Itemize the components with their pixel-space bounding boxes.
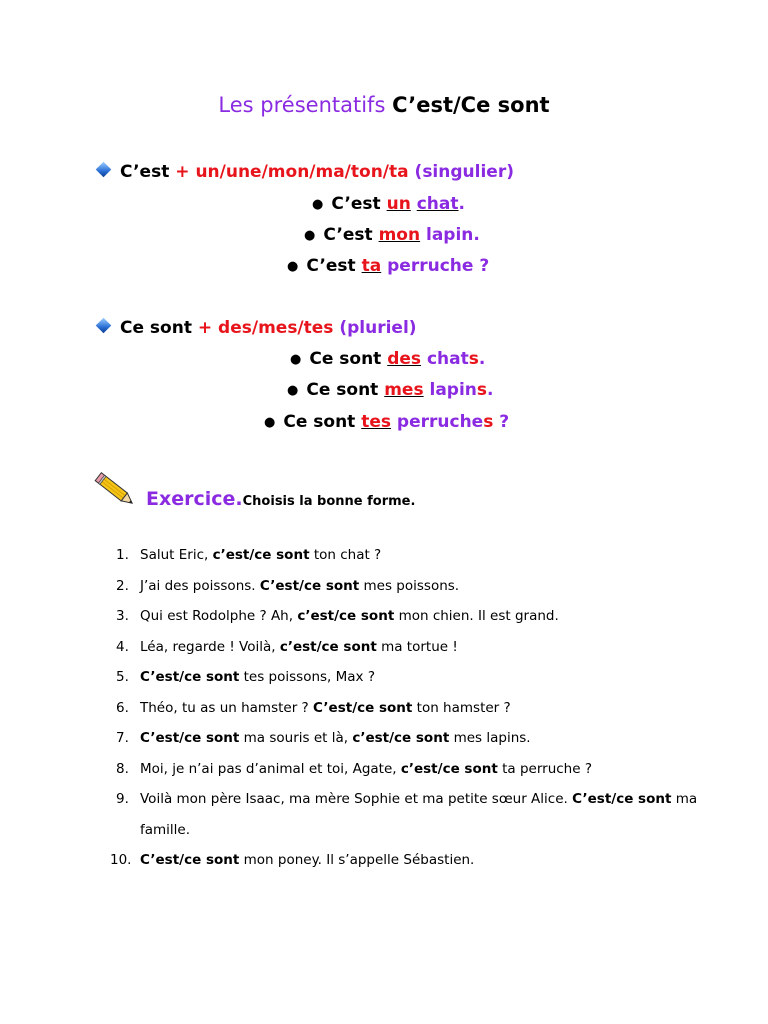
exercise-heading xyxy=(146,488,415,510)
exercise-item xyxy=(100,632,720,663)
page-title xyxy=(0,90,768,120)
example-noun: perruche xyxy=(381,256,474,276)
exercise-item xyxy=(100,662,720,693)
exercise-list xyxy=(100,540,720,876)
example-end: . xyxy=(473,225,480,245)
item-choice: C’est/ce sont xyxy=(259,577,360,594)
rule-plural-plus: + xyxy=(191,318,219,338)
item-text: mes lapins. xyxy=(449,730,531,746)
item-number: 1. xyxy=(116,547,129,563)
example-noun: lapin xyxy=(420,225,474,245)
example-plural-mark: s xyxy=(476,380,488,400)
example-end: . xyxy=(487,380,494,400)
item-choice: C’est/ce sont xyxy=(572,791,672,807)
item-text: Voilà mon père Isaac, ma mère Sophie et ma petite sœur Alice. xyxy=(140,791,573,807)
item-text: mon chien. Il est grand. xyxy=(394,608,559,624)
example-plural-1 xyxy=(290,347,485,373)
item-text: J’ai des poissons. xyxy=(140,577,260,594)
diamond-bullet-icon xyxy=(96,318,112,334)
item-choice: c’est/ce sont xyxy=(352,730,450,746)
example-start: C’est xyxy=(323,225,379,245)
rule-singular-lead: C’est xyxy=(120,162,170,182)
item-choice: c’est/ce sont xyxy=(400,760,498,777)
rule-plural xyxy=(96,316,417,340)
item-text: ta perruche ? xyxy=(497,760,592,777)
item-number: 3. xyxy=(116,608,129,624)
example-plural-3 xyxy=(264,410,509,436)
exercise-item xyxy=(100,693,720,724)
example-plural-2 xyxy=(287,378,494,404)
item-text: tes poissons, Max ? xyxy=(239,669,376,685)
example-start: C’est xyxy=(306,256,362,276)
item-number: 6. xyxy=(116,699,129,716)
example-singular-1 xyxy=(312,192,465,218)
item-number: 7. xyxy=(116,730,129,746)
item-text: mes poissons. xyxy=(359,577,460,594)
rule-plural-note: (pluriel) xyxy=(333,318,417,338)
exercise-item xyxy=(100,784,700,845)
example-determiner: tes xyxy=(361,412,391,432)
example-noun: chat xyxy=(421,349,469,369)
bullet-dot-icon: ● xyxy=(287,383,299,398)
exercise-item xyxy=(100,754,720,785)
exercise-instruction: Choisis la bonne forme. xyxy=(242,494,416,509)
item-choice: C’est/ce sont xyxy=(140,669,240,685)
bullet-dot-icon: ● xyxy=(264,415,276,430)
diamond-bullet-icon xyxy=(96,162,112,178)
item-number: 9. xyxy=(116,791,129,807)
item-choice: c’est/ce sont xyxy=(297,608,395,624)
exercise-item xyxy=(100,723,720,754)
title-part-2: C’est/Ce sont xyxy=(392,93,550,117)
item-number: 2. xyxy=(116,577,129,594)
example-singular-2 xyxy=(304,223,480,249)
item-text: Salut Eric, xyxy=(140,547,213,563)
exercise-item xyxy=(100,571,720,602)
example-noun: lapin xyxy=(423,380,477,400)
example-start: C’est xyxy=(331,194,387,214)
item-choice: C’est/ce sont xyxy=(140,852,240,868)
bullet-dot-icon: ● xyxy=(290,352,302,367)
item-text: ma tortue ! xyxy=(376,638,458,655)
rule-singular xyxy=(96,160,514,184)
exercise-title: Exercice. xyxy=(146,488,243,510)
item-choice: c’est/ce sont xyxy=(212,547,310,563)
rule-plural-words: des/mes/tes xyxy=(218,318,334,338)
item-number: 8. xyxy=(116,760,129,777)
example-determiner: mes xyxy=(384,380,424,400)
example-noun: perruche xyxy=(391,412,484,432)
example-start: Ce sont xyxy=(306,380,385,400)
item-text: ma famille. xyxy=(140,791,698,838)
item-text: ton chat ? xyxy=(309,547,382,563)
item-number: 10. xyxy=(110,852,132,868)
exercise-item xyxy=(100,540,720,571)
example-end: . xyxy=(458,194,465,214)
example-end: ? xyxy=(473,256,490,276)
example-plural-mark: s xyxy=(468,349,479,369)
example-start: Ce sont xyxy=(283,412,362,432)
item-choice: C’est/ce sont xyxy=(313,699,413,716)
example-end: . xyxy=(478,349,486,369)
exercise-item xyxy=(100,845,720,876)
item-number: 5. xyxy=(116,669,129,685)
item-choice: c’est/ce sont xyxy=(279,638,377,655)
item-choice: C’est/ce sont xyxy=(140,730,240,746)
rule-plural-lead: Ce sont xyxy=(120,318,192,338)
item-text: ma souris et là, xyxy=(239,730,353,746)
item-text: Moi, je n’ai pas d’animal et toi, Agate, xyxy=(140,760,401,777)
exercise-item xyxy=(100,601,720,632)
item-text: Théo, tu as un hamster ? xyxy=(140,699,314,716)
bullet-dot-icon: ● xyxy=(287,259,299,274)
example-determiner: des xyxy=(387,349,422,369)
title-part-1: Les présentatifs xyxy=(218,93,393,117)
item-text: ton hamster ? xyxy=(412,699,511,716)
item-text: Léa, regarde ! Voilà, xyxy=(140,638,280,655)
example-determiner: mon xyxy=(378,225,421,245)
item-text: Qui est Rodolphe ? Ah, xyxy=(140,608,298,624)
rule-singular-words: un/une/mon/ma/ton/ta xyxy=(195,162,409,182)
example-singular-3 xyxy=(287,254,489,280)
example-determiner: ta xyxy=(361,256,382,276)
example-plural-mark: s xyxy=(483,412,494,432)
example-end: ? xyxy=(493,412,510,432)
item-text: mon poney. Il s’appelle Sébastien. xyxy=(239,852,475,868)
example-start: Ce sont xyxy=(309,349,388,369)
example-noun: chat xyxy=(416,194,459,214)
example-determiner: un xyxy=(386,194,411,214)
rule-singular-plus: + xyxy=(169,162,196,182)
rule-singular-note: (singulier) xyxy=(408,162,514,182)
bullet-dot-icon: ● xyxy=(312,197,324,212)
pencil-icon xyxy=(92,470,138,512)
bullet-dot-icon: ● xyxy=(304,228,316,243)
item-number: 4. xyxy=(116,638,129,655)
